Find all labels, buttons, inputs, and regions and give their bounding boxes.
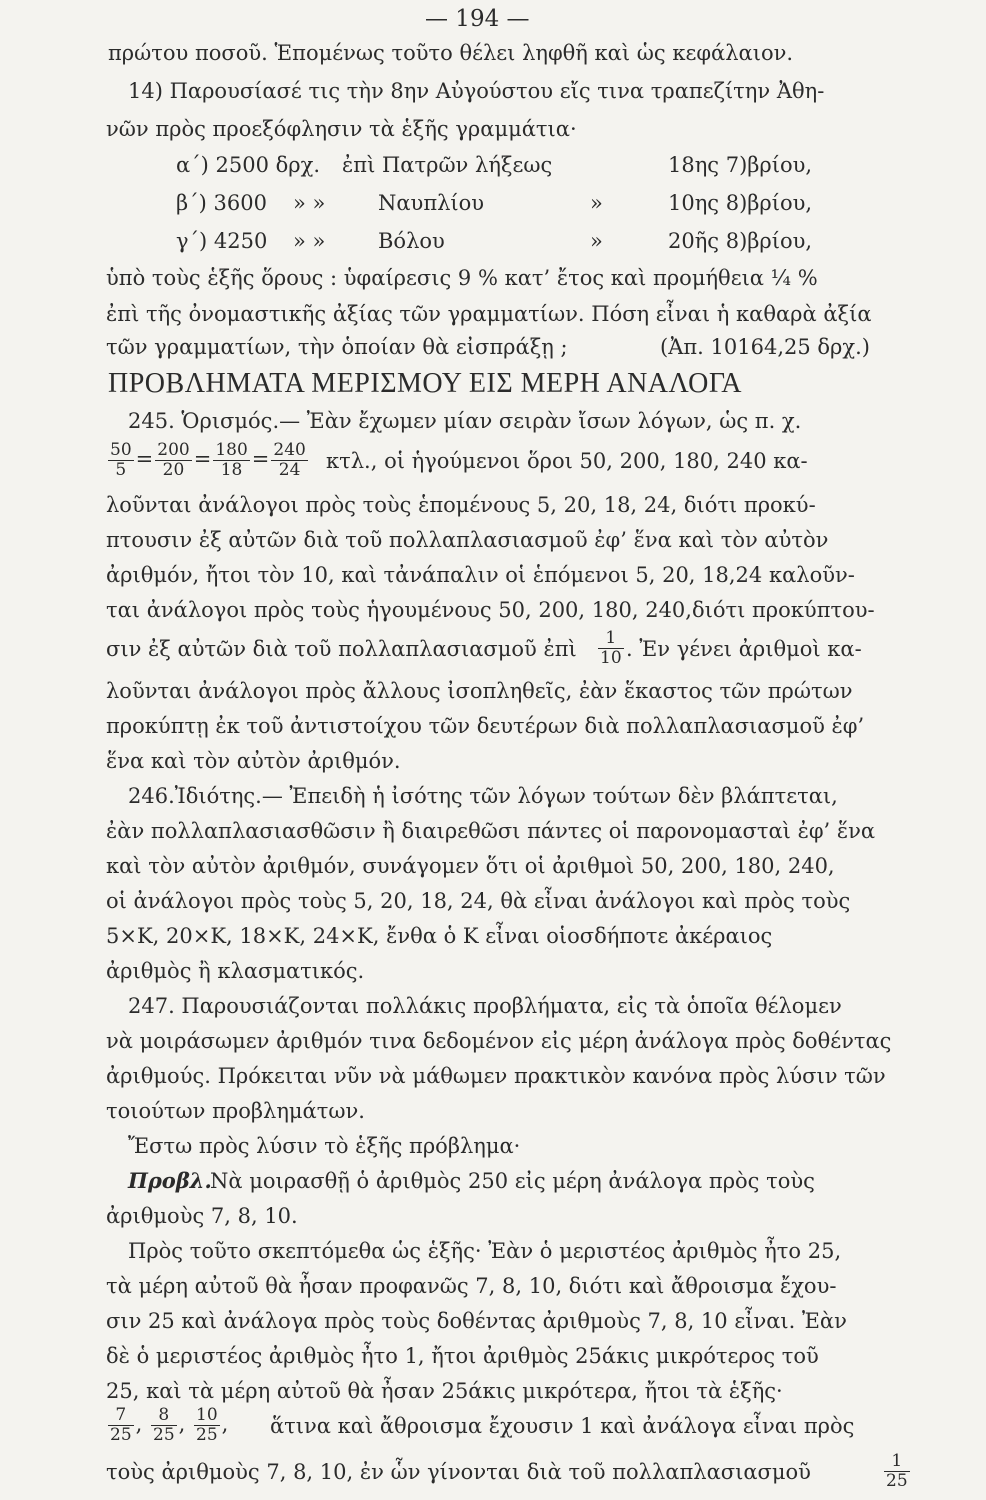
fraction [155,441,191,480]
line-text: ἕνα καὶ τὸν αὐτὸν ἀριθμόν. [106,749,401,773]
fraction-series [106,1406,228,1445]
text-line [0,297,986,331]
comma: , [221,1412,229,1436]
numerator: 1 [598,629,624,649]
fraction [213,441,249,480]
bill-date: 18ης 7)βρίου, [668,153,813,177]
text-line [0,884,986,918]
line-text: καὶ τὸν αὐτὸν ἀριθμόν, συνάγομεν ὅτι οἱ ἀριθμοὶ 50, 200, 180, 240, [106,854,835,878]
text-line [0,1339,986,1373]
equals-sign: = [193,447,212,471]
line-text: 246.Ἰδιότης.— Ἐπειδὴ ἡ ἰσότης τῶν λόγων τούτων δὲν βλάπτεται, [128,784,838,808]
text-line [0,744,986,778]
line-text: τοὺς ἀριθμοὺς 7, 8, 10, ἐν ὧν γίνονται διὰ τοῦ πολλαπλασιασμοῦ [106,1460,811,1484]
bill-row-b [0,186,986,220]
text-line [0,36,986,70]
fraction [596,629,626,668]
bill-place: ἐπὶ Πατρῶν λήξεως [342,153,553,177]
section-heading: ΠΡΟΒΛΗΜΑΤΑ ΜΕΡΙΣΜΟΥ ΕΙΣ ΜΕΡΗ ΑΝΑΛΟΓΑ [108,368,742,399]
line-text: σιν ἐξ αὐτῶν διὰ τοῦ πολλαπλασιασμοῦ ἐπὶ [106,637,577,661]
numerator: 200 [157,440,190,460]
line-text: ἅτινα καὶ ἄθροισμα ἔχουσιν 1 καὶ ἀνάλογα εἶναι πρὸς [270,1414,855,1438]
text-line [0,779,986,813]
line-text: κτλ., οἱ ἡγούμενοι ὅροι 50, 200, 180, 240 κα- [326,449,808,473]
page-number: — 194 — [425,6,530,32]
line-text: προκύπτῃ ἐκ τοῦ ἀντιστοίχου τῶν δευτέρων διὰ πολλαπλασιασμοῦ ἐφ’ [106,714,865,738]
fraction [194,1406,220,1445]
line-text: δὲ ὁ μεριστέος ἀριθμὸς ἦτο 1, ἤτοι ἀριθμὸς 25άκις μικρότερος τοῦ [106,1344,819,1368]
text-line [0,709,986,743]
line-text: 25, καὶ τὰ μέρη αὐτοῦ θὰ ἦσαν 25άκις μικρότερα, ἤτοι τὰ ἑξῆς· [106,1379,783,1403]
line-text: ἀριθμούς. Πρόκειται νῦν νὰ μάθωμεν πρακτικὸν κανόνα πρὸς λύσιν τῶν [106,1064,886,1088]
text-line [0,558,986,592]
page-number-row [0,2,986,36]
ditto-marks: » » [293,191,326,215]
bill-date: 20ῆς 8)βρίου, [668,229,813,253]
text-line [0,674,986,708]
line-text: ἀριθμόν, ἤτοι τὸν 10, καὶ τἀνάπαλιν οἱ ἑπόμενοι 5, 20, 18,24 καλοῦν- [106,563,855,587]
text-line [0,1199,986,1233]
text-line [0,989,986,1023]
line-text: 247. Παρουσιάζονται πολλάκις προβλήματα, εἰς τὰ ὁποῖα θέλομεν [128,994,842,1018]
line-text: τοιούτων προβλημάτων. [106,1099,365,1123]
fraction [271,441,307,480]
numerator: 50 [110,440,132,460]
bill-row-c [0,224,986,258]
text-line [0,261,986,295]
text-line [0,814,986,848]
text-line-with-fraction [0,1448,986,1496]
fraction [882,1452,912,1491]
line-text: νὰ μοιράσωμεν ἀριθμόν τινα δεδομένον εἰς μέρη ἀνάλογα πρὸς δοθέντας [106,1029,892,1053]
line-text: ἐὰν πολλαπλασιασθῶσιν ἢ διαιρεθῶσι πάντες οἱ παρονομασταὶ ἐφ’ ἕνα [106,819,876,843]
bill-place: Βόλου [378,229,445,253]
numerator: 10 [196,1405,218,1425]
text-line [0,1059,986,1093]
text-line [0,1129,986,1163]
text-line [0,404,986,438]
line-text: οἱ ἀνάλογοι πρὸς τοὺς 5, 20, 18, 24, θὰ εἶναι ἀνάλογοι καὶ πρὸς τοὺς [106,889,851,913]
numerator: 7 [108,1406,134,1426]
text-line-with-fraction [0,625,986,673]
denominator: 25 [153,1425,175,1445]
text-line [0,954,986,988]
problem-label: Προβλ. [128,1168,212,1193]
line-text: λοῦνται ἀνάλογοι πρὸς τοὺς ἑπομένους 5, 20, 18, 24, διότι προκύ- [106,493,816,517]
denominator: 24 [278,460,301,480]
comma: , [178,1412,186,1436]
ditto-marks: » » [293,229,326,253]
denominator: 25 [886,1471,908,1491]
text-line [0,849,986,883]
fraction [151,1406,177,1445]
text-line [0,1024,986,1058]
line-text: ἀριθμὸς ἢ κλασματικός. [106,959,365,983]
text-line [0,593,986,627]
line-text: νῶν πρὸς προεξόφλησιν τὰ ἑξῆς γραμμάτια· [106,117,577,141]
text-line [0,1094,986,1128]
fraction [108,441,134,480]
fraction [108,1406,134,1445]
text-line [0,1269,986,1303]
text-line [0,330,986,364]
text-line [0,1304,986,1338]
denominator: 18 [220,460,243,480]
bill-amount: γ΄) 4250 [176,229,268,253]
ditto-mark: » [590,229,603,253]
denominator: 10 [600,648,622,668]
line-text: Ἔστω πρὸς λύσιν τὸ ἑξῆς πρόβλημα· [128,1134,521,1158]
line-text: 14) Παρουσίασέ τις τὴν 8ην Αὐγούστου εἴς τινα τραπεζίτην Ἀθη- [128,79,825,103]
ditto-mark: » [590,191,603,215]
text-line [0,74,986,108]
line-text: ἐπὶ τῆς ὀνομαστικῆς ἀξίας τῶν γραμματίων. Πόση εἶναι ἡ καθαρὰ ἀξία [106,302,872,326]
text-line [0,523,986,557]
numerator: 1 [884,1452,910,1472]
line-text: ται ἀνάλογοι πρὸς τοὺς ἡγουμένους 50, 200, 180, 240,διότι προκύπτου- [106,598,875,622]
line-text: σιν 25 καὶ ἀνάλογα πρὸς τοὺς δοθέντας ἀριθμοὺς 7, 8, 10 εἶναι. Ἐὰν [106,1309,847,1333]
line-text: πρώτου ποσοῦ. Ἑπομένως τοῦτο θέλει ληφθῆ καὶ ὡς κεφάλαιον. [108,41,794,65]
fraction-line [0,1402,986,1450]
line-text: λοῦνται ἀνάλογοι πρὸς ἄλλους ἰσοπληθεῖς, ἐὰν ἕκαστος τῶν πρώτων [106,679,853,703]
section-heading-row [0,364,986,404]
denominator: 5 [115,460,127,480]
line-text: . Ἐν γένει ἀριθμοὶ κα- [626,637,862,661]
denominator: 20 [162,460,185,480]
bill-row-a [0,148,986,182]
comma: , [135,1412,143,1436]
line-text: πτουσιν ἐξ αὐτῶν διὰ τοῦ πολλαπλασιασμοῦ ἐφ’ ἕνα καὶ τὸν αὐτὸν [106,528,829,552]
line-text: ὑπὸ τοὺς ἑξῆς ὅρους : ὑφαίρεσις 9 % κατ’ ἔτος καὶ προμήθεια ¼ % [106,266,818,290]
answer: (Ἀπ. 10164,25 δρχ.) [660,335,870,359]
equation-row [0,437,986,485]
line-text: 5×Κ, 20×Κ, 18×Κ, 24×Κ, ἔνθα ὁ Κ εἶναι οἱοσδήποτε ἀκέραιος [106,924,773,948]
denominator: 25 [196,1425,218,1445]
line-text: ἀριθμοὺς 7, 8, 10. [106,1204,298,1228]
line-text: 245. Ὁρισμός.— Ἐὰν ἔχωμεν μίαν σειρὰν ἴσων λόγων, ὡς π. χ. [128,409,802,433]
bill-amount: α΄) 2500 δρχ. [176,153,321,177]
numerator: 240 [273,440,306,460]
problem-line [0,1164,986,1198]
line-text: τὰ μέρη αὐτοῦ θὰ ἦσαν προφανῶς 7, 8, 10, διότι καὶ ἄθροισμα ἔχου- [106,1274,837,1298]
line-text: Πρὸς τοῦτο σκεπτόμεθα ὡς ἑξῆς· Ἐὰν ὁ μεριστέος ἀριθμὸς ἦτο 25, [128,1239,842,1263]
text-line [0,919,986,953]
numerator: 180 [215,440,248,460]
denominator: 25 [110,1425,132,1445]
bill-place: Ναυπλίου [378,191,485,215]
text-line [0,488,986,522]
equals-sign: = [135,447,154,471]
equals-sign: = [251,447,270,471]
line-text: Νὰ μοιρασθῇ ὁ ἀριθμὸς 250 εἰς μέρη ἀνάλογα πρὸς τοὺς [210,1169,815,1193]
text-line [0,1234,986,1268]
bill-date: 10ης 8)βρίου, [668,191,813,215]
numerator: 8 [151,1406,177,1426]
bill-amount: β΄) 3600 [176,191,267,215]
ratio-series [106,441,310,480]
text-line [0,112,986,146]
line-text: τῶν γραμματίων, τὴν ὁποίαν θὰ εἰσπράξῃ ; [106,335,568,359]
